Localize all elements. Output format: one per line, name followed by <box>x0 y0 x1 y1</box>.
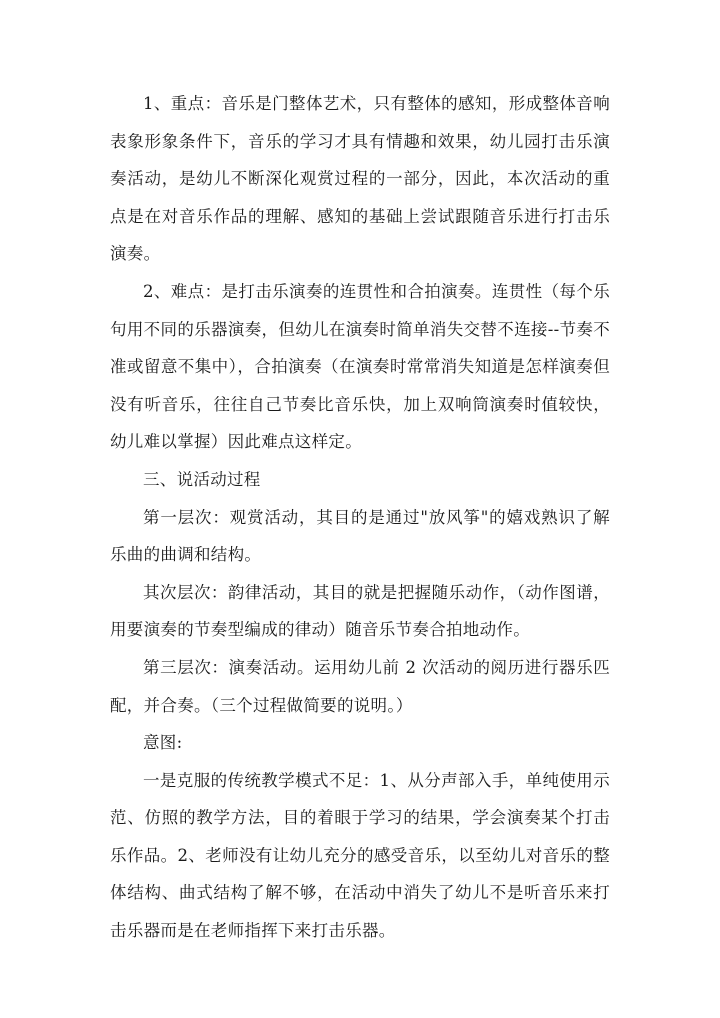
section-heading-activity-process: 三、说活动过程 <box>143 469 261 489</box>
paragraph-difficulty: 2、难点：是打击乐演奏的连贯性和合拍演奏。连贯性（每个乐句用不同的乐器演奏，但幼儿在演奏时简单消失交替不连接--节奏不准或留意不集中），合拍演奏（在演奏时常常消失知道是怎样演奏但没有听音乐，往往自己节奏比音乐快，加上双响筒演奏时值较快，幼儿难以掌握）因此难点这样定。 <box>110 281 610 452</box>
intent-heading: 意图: <box>143 733 183 753</box>
paragraph-second-level: 其次层次：韵律活动，其目的就是把握随乐动作，（动作图谱，用要演奏的节奏型编成的律动）随音乐节奏合拍地动作。 <box>110 582 610 640</box>
paragraph-first-level: 第一层次：观赏活动，其目的是通过"放风筝"的嬉戏熟识了解乐曲的曲调和结构。 <box>110 507 610 565</box>
document-page <box>110 85 610 950</box>
paragraph-third-level: 第三层次：演奏活动。运用幼儿前 2 次活动的阅历进行器乐匹配，并合奏。（三个过程做简要的说明。） <box>110 657 610 715</box>
paragraph-key-point: 1、重点：音乐是门整体艺术，只有整体的感知，形成整体音响表象形象条件下，音乐的学习才具有情趣和效果，幼儿园打击乐演奏活动，是幼儿不断深化观赏过程的一部分，因此，本次活动的重点是在对音乐作品的理解、感知的基础上尝试跟随音乐进行打击乐演奏。 <box>110 94 610 264</box>
paragraph-intent-one: 一是克服的传统教学模式不足：1、从分声部入手，单纯使用示范、仿照的教学方法，目的着眼于学习的结果，学会演奏某个打击乐作品。2、老师没有让幼儿充分的感受音乐，以至幼儿对音乐的整体结构、曲式结构了解不够，在活动中消失了幼儿不是听音乐来打击乐器而是在老师指挥下来打击乐器。 <box>110 770 610 941</box>
